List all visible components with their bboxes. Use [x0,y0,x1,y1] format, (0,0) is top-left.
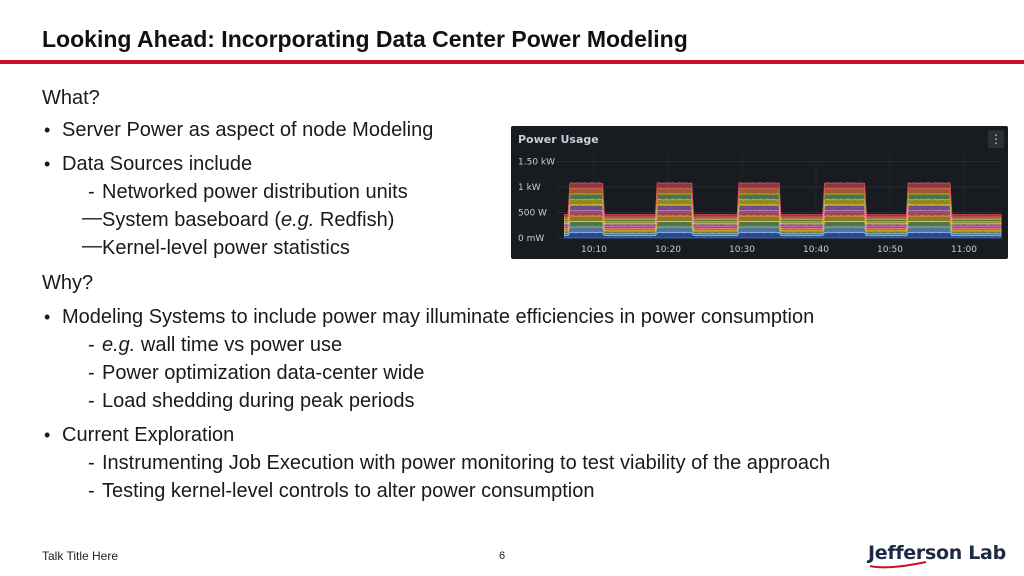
why-sub-1 [102,333,342,357]
sub-dash: - [88,362,95,384]
x-tick-label: 10:30 [729,245,755,255]
footer-talk-title: Talk Title Here [42,549,119,563]
what-bullet-1: Server Power as aspect of node Modeling [62,119,434,141]
bullet: • [44,154,51,174]
logo-text: Jefferson Lab [868,542,1006,564]
bullet: • [44,120,51,140]
sub-dash: - [88,390,95,412]
why-bullet: Modeling Systems to include power may illuminate efficiencies in power consumption [62,306,815,328]
sub-emdash: — [82,235,102,257]
data-source-2-text: System baseboard ( [102,209,281,231]
x-tick-label: 10:10 [581,245,607,255]
y-tick-label: 1 kW [518,183,541,194]
why-sub-3: Load shedding during peak periods [102,390,415,412]
sub-dash: - [88,480,95,502]
current-bullet: Current Exploration [62,424,235,446]
why-heading: Why? [42,272,94,294]
data-source-2-eg: e.g. [280,209,315,231]
power-usage-panel [511,126,1008,259]
current-sub-1: Instrumenting Job Execution with power monitoring to test viability of the approach [102,452,831,474]
why-sub-2: Power optimization data-center wide [102,362,425,384]
x-tick-label: 10:40 [803,245,829,255]
logo-swoosh [868,560,928,570]
jefferson-lab-logo [868,542,1006,570]
data-source-2-rest: Redfish) [314,209,395,231]
why-sub-1-eg: e.g. [102,334,136,356]
panel-title: Power Usage [518,133,599,146]
slide-title: Looking Ahead: Incorporating Data Center Power Modeling [42,26,688,52]
y-tick-label: 1.50 kW [518,157,556,168]
page-number: 6 [499,550,506,562]
data-source-3: Kernel-level power statistics [102,237,350,259]
data-source-1: Networked power distribution units [102,181,408,203]
title-divider [0,60,1024,64]
what-bullet-2: Data Sources include [62,153,253,175]
bullet: • [44,307,51,327]
sub-dash: - [88,452,95,474]
x-tick-label: 10:20 [655,245,681,255]
y-tick-label: 0 mW [518,234,545,244]
bullet: • [44,425,51,445]
x-tick-label: 10:50 [877,245,903,255]
why-sub-1-rest: wall time vs power use [135,334,343,356]
kebab-menu-icon[interactable]: ⋮ [990,132,1002,146]
sub-emdash: — [82,207,102,229]
sub-dash: - [88,181,95,203]
data-source-2 [102,208,394,232]
current-sub-2: Testing kernel-level controls to alter power consumption [102,480,595,502]
y-tick-label: 500 W [518,208,547,219]
what-heading: What? [42,87,100,109]
sub-dash: - [88,334,95,356]
x-tick-label: 11:00 [951,245,977,255]
